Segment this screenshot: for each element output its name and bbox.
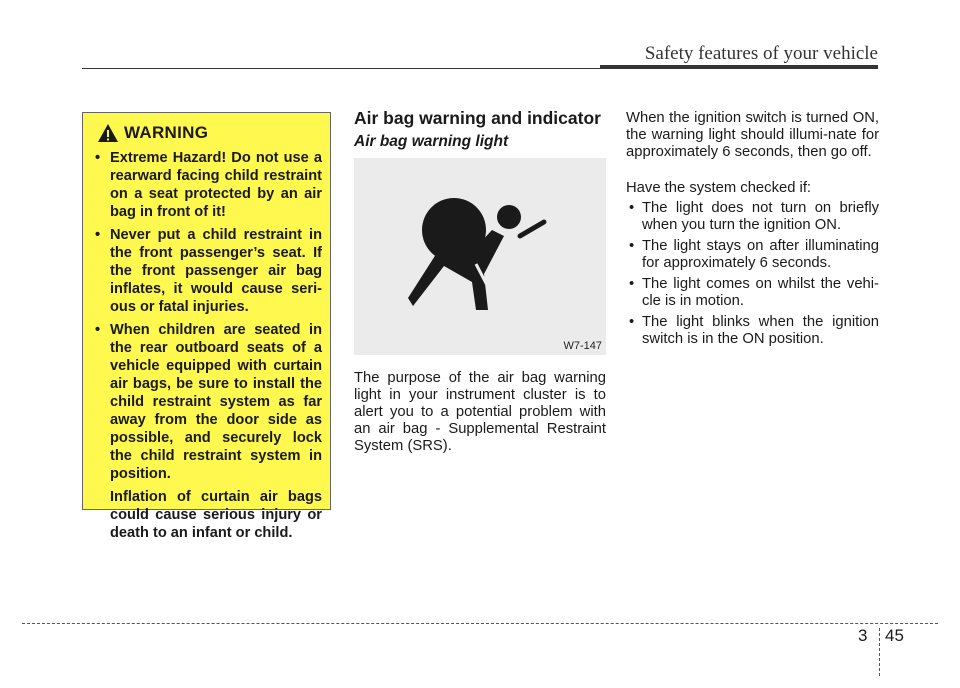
check-intro: Have the system checked if: xyxy=(626,180,812,196)
warning-item: • When children are seated in the rear outboard seats of a vehicle equipped with curtain air bags, be sure to install the child restraint system as far away from the door side as possible, and securely lock the child restraint system in position. xyxy=(91,321,322,483)
page-header-title: Safety features of your vehicle xyxy=(644,43,878,64)
check-item: • The light stays on after illuminating for approximately 6 seconds. xyxy=(626,238,879,272)
check-item: • The light does not turn on briefly when you turn the ignition ON. xyxy=(626,200,879,234)
header-accent-bar xyxy=(600,65,878,69)
warning-triangle-icon xyxy=(97,123,119,143)
chapter-number: 3 xyxy=(858,626,868,645)
figure-caption: W7-147 xyxy=(563,340,602,352)
warning-title: WARNING xyxy=(124,123,209,142)
warning-header xyxy=(97,123,322,143)
airbag-light-description: The purpose of the air bag warning light in your instrument cluster is to alert you to a potential problem with an air bag - Supplemental Restraint System (SRS). xyxy=(354,370,606,454)
warning-item: • Never put a child restraint in the front passenger’s seat. If the front passenger air bag inflates, it would cause seri-ous or fatal injuries. xyxy=(91,226,322,316)
check-item: • The light blinks when the ignition switch is in the ON position. xyxy=(626,314,879,348)
warning-box xyxy=(82,112,331,541)
check-item: • The light comes on whilst the vehi-cle is in motion. xyxy=(626,276,879,310)
warning-item: • Extreme Hazard! Do not use a rearward facing child restraint on a seat protected by an air bag in front of it! xyxy=(91,149,322,221)
check-list xyxy=(626,200,879,352)
airbag-warning-icon xyxy=(354,158,606,355)
warning-extra-note: Inflation of curtain air bags could cause serious injury or death to an infant or child. xyxy=(110,489,322,541)
section-subtitle: Air bag warning light xyxy=(354,133,509,150)
page-number: 45 xyxy=(885,626,904,645)
warning-list xyxy=(91,149,322,542)
footer-dashed-rule xyxy=(22,623,938,624)
section-title: Air bag warning and indicator xyxy=(354,108,601,128)
airbag-warning-light-figure xyxy=(354,158,606,355)
ignition-paragraph: When the ignition switch is turned ON, the warning light should illumi-nate for approximately 6 seconds, then go off. xyxy=(626,110,879,160)
footer-page-separator xyxy=(879,628,880,676)
